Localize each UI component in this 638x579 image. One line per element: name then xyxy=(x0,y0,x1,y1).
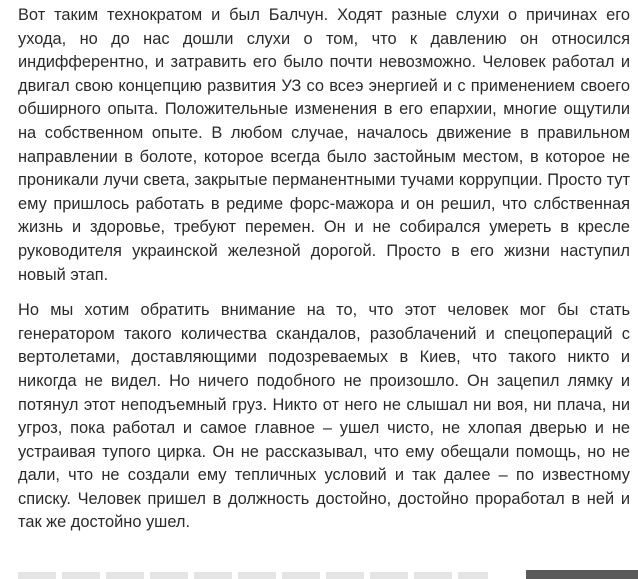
paragraph-1: Вот таким технократом и был Балчун. Ходят разные слухи о причинах его ухода, но до нас дошли слухи о том, что к давлению он относился индифферентно, и затравить его было почти невозможно. Человек работал и двигал свою концепцию развития УЗ со всеэ энергией и с применением своего обширного опыта. Положительные изменения в его епархии, многие ощутили на собственном опыте. В любом случае, началось движение в правильном направлении в болоте, которое всегда было застойным местом, в которое не проникали лучи света, закрытые перманентными тучами коррупции. Просто тут ему пришлось работать в редиме форс-мажора и он решил, что слбственная жизнь и здоровье, требуют перемен. Он и не собирался умереть в кресле руководителя украинской железной дорогой. Просто в его жизни наступил новый этап. xyxy=(18,6,630,284)
cropped-next-line xyxy=(18,572,488,579)
paragraph-2: Но мы хотим обратить внимание на то, что этот человек мог бы стать генератором такого количества скандалов, разоблачений и спецопераций с вертолетами, доставляющими подозреваемых в Киев, что такого никто и никогда не видел. Но ничего подобного не произошло. Он зацепил лямку и потянул этот неподъемный груз. Никто от него не слышал ни воя, ни плача, ни угроз, пока работал и самое главное – ушел чисто, не хлопая дверью и не устраивая тупого цирка. Он не рассказывал, что ему обещали помощь, но не дали, что не создали ему тепличных условий и так далее – по известному списку. Человек пришел в должность достойно, достойно проработал в ней и так же достойно ушел. xyxy=(18,301,630,532)
cropped-bottom-strip xyxy=(0,570,638,579)
article-body xyxy=(18,4,630,535)
dark-corner-block xyxy=(526,570,638,579)
